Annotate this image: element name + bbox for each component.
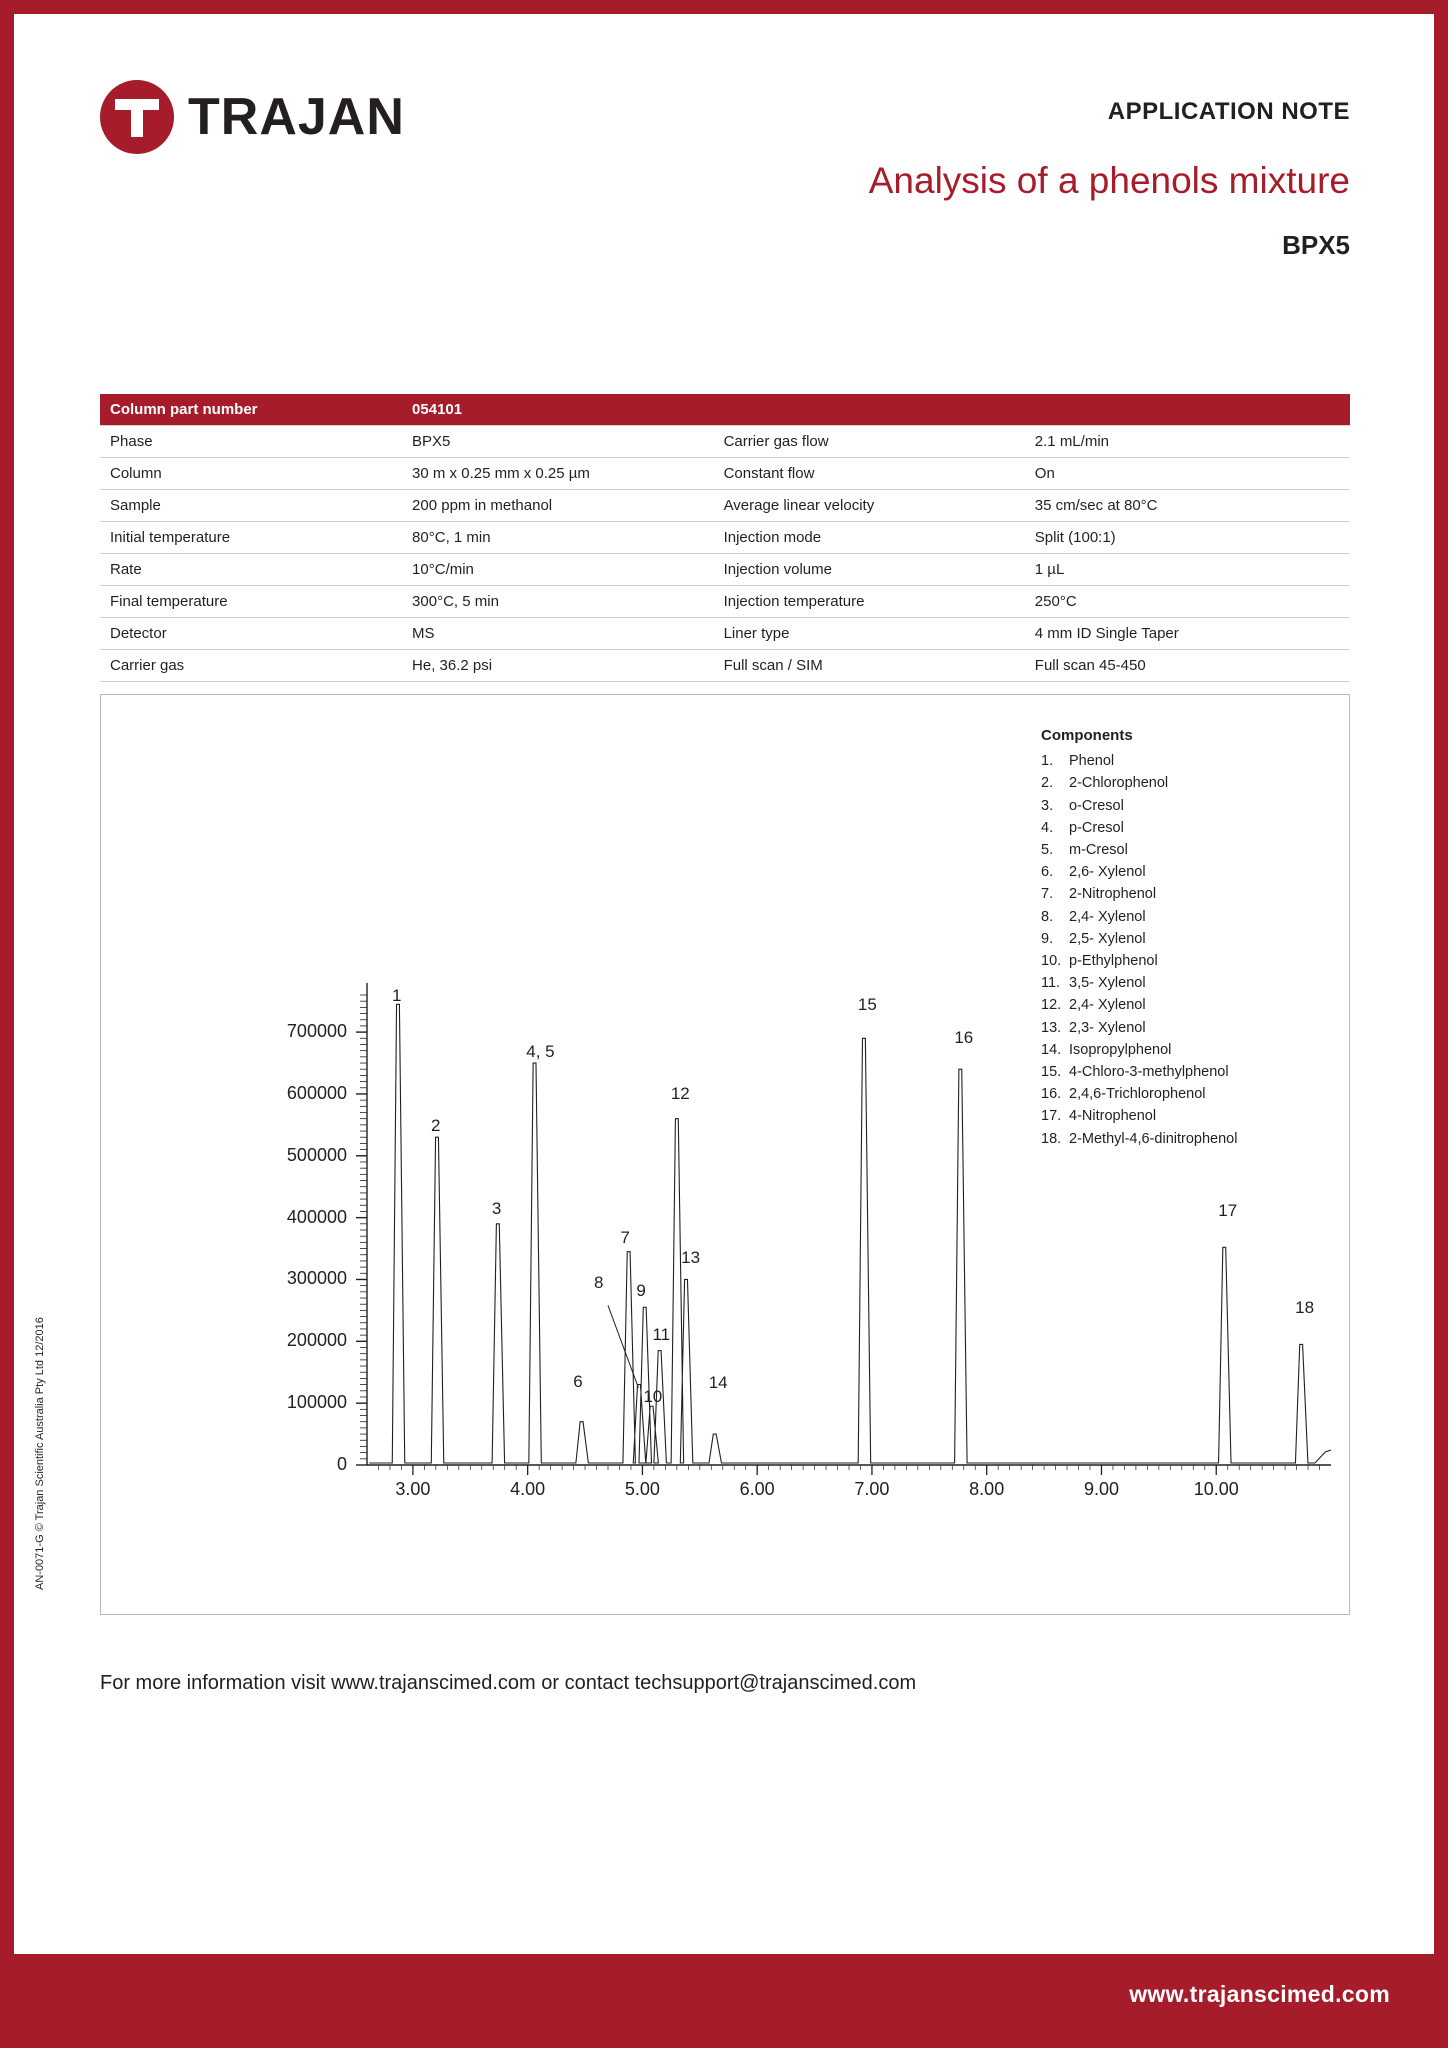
table-row: [100, 650, 1350, 682]
column-part-number-value: 054101: [402, 394, 714, 426]
document-header: [100, 70, 1350, 290]
page-border-right: [1434, 0, 1448, 2048]
param-key: Carrier gas: [100, 650, 402, 682]
table-row: [100, 426, 1350, 458]
y-axis-tick-label: 300000: [286, 1268, 347, 1289]
param-value: 35 cm/sec at 80°C: [1025, 490, 1350, 522]
param-key: Carrier gas flow: [714, 426, 1025, 458]
component-name: 3,5- Xylenol: [1069, 975, 1146, 992]
peak-label: 17: [1218, 1201, 1238, 1221]
peak-label: 3: [491, 1198, 502, 1218]
param-key: Column: [100, 458, 402, 490]
y-axis-tick-label: 600000: [286, 1082, 347, 1103]
peak-label: 1: [391, 986, 402, 1006]
y-axis-tick-label: 0: [336, 1454, 347, 1474]
param-key: Liner type: [714, 618, 1025, 650]
y-axis-tick-label: 700000: [286, 1021, 347, 1042]
peak-label: 11: [652, 1324, 671, 1344]
document-type: APPLICATION NOTE: [1107, 98, 1350, 125]
peak-label: 16: [954, 1027, 974, 1047]
document-code-note: AN-0071-G © Trajan Scientific Australia Pty Ltd 12/2016: [34, 1317, 46, 1590]
x-axis-tick-label: 10.00: [1193, 1479, 1239, 1499]
peak-label: 8: [593, 1272, 604, 1292]
component-number: 17.: [1041, 1108, 1062, 1125]
peak-label: 18: [1295, 1297, 1315, 1317]
component-number: 13.: [1041, 1019, 1062, 1036]
table-row: [100, 586, 1350, 618]
table-row: [100, 458, 1350, 490]
table-header-row: [100, 394, 1350, 426]
footer-bar: [14, 1954, 1434, 2034]
y-axis-tick-label: 100000: [286, 1392, 347, 1413]
component-number: 18.: [1041, 1130, 1062, 1147]
x-axis-tick-label: 7.00: [854, 1479, 890, 1499]
param-value: MS: [402, 618, 714, 650]
param-key: Injection mode: [714, 522, 1025, 554]
component-number: 14.: [1041, 1041, 1062, 1058]
table-row: [100, 522, 1350, 554]
y-axis-tick-label: 200000: [286, 1330, 347, 1351]
component-name: 4-Chloro-3-methylphenol: [1069, 1064, 1229, 1081]
peak-label: 13: [681, 1248, 701, 1268]
header-spacer-right: [1025, 394, 1350, 426]
component-name: 2-Chlorophenol: [1069, 775, 1169, 792]
param-value: 10°C/min: [402, 554, 714, 586]
component-number: 2.: [1041, 775, 1054, 792]
component-number: 5.: [1041, 842, 1054, 859]
page-subtitle: BPX5: [1282, 230, 1350, 260]
param-value: He, 36.2 psi: [402, 650, 714, 682]
component-number: 15.: [1041, 1064, 1062, 1081]
page-border-bottom: [0, 2034, 1448, 2048]
param-key: Final temperature: [100, 586, 402, 618]
component-name: p-Cresol: [1069, 819, 1124, 836]
component-number: 4.: [1041, 819, 1054, 836]
peak-label: 10: [643, 1386, 663, 1406]
param-value: Full scan 45-450: [1025, 650, 1350, 682]
x-axis-tick-label: 8.00: [969, 1479, 1005, 1499]
components-legend-title: Components: [1041, 727, 1133, 744]
component-name: m-Cresol: [1069, 842, 1128, 859]
param-value: 80°C, 1 min: [402, 522, 714, 554]
table-row: [100, 490, 1350, 522]
param-key: Injection volume: [714, 554, 1025, 586]
peak-label: 15: [857, 994, 877, 1014]
component-name: 2,4,6-Trichlorophenol: [1069, 1086, 1206, 1103]
peak-label: 7: [620, 1227, 630, 1247]
page-title: Analysis of a phenols mixture: [868, 160, 1350, 201]
param-key: Constant flow: [714, 458, 1025, 490]
component-number: 8.: [1041, 908, 1054, 925]
param-key: Full scan / SIM: [714, 650, 1025, 682]
component-name: 2-Methyl-4,6-dinitrophenol: [1069, 1130, 1238, 1147]
param-value: 200 ppm in methanol: [402, 490, 714, 522]
component-number: 3.: [1041, 797, 1054, 814]
param-value: 1 µL: [1025, 554, 1350, 586]
peak-label: 4, 5: [526, 1042, 555, 1062]
param-value: 300°C, 5 min: [402, 586, 714, 618]
trajan-logo: [100, 80, 405, 154]
param-value: On: [1025, 458, 1350, 490]
page-border-top: [0, 0, 1448, 14]
component-name: 2,5- Xylenol: [1069, 930, 1146, 947]
footer-website-url: www.trajanscimed.com: [1129, 1980, 1390, 2007]
trajan-logo-icon: [100, 80, 174, 154]
component-number: 7.: [1041, 886, 1054, 903]
component-name: p-Ethylphenol: [1069, 953, 1158, 970]
x-axis-tick-label: 4.00: [510, 1479, 546, 1499]
component-name: 2,4- Xylenol: [1069, 908, 1146, 925]
table-row: [100, 618, 1350, 650]
param-value: 250°C: [1025, 586, 1350, 618]
component-number: 12.: [1041, 997, 1062, 1014]
peak-label: 2: [431, 1116, 441, 1136]
component-number: 10.: [1041, 953, 1062, 970]
y-axis-tick-label: 500000: [286, 1144, 347, 1165]
contact-info-line: For more information visit www.trajanscimed.com or contact techsupport@trajanscimed.com: [100, 1672, 917, 1694]
component-number: 11.: [1041, 975, 1061, 992]
component-name: 4-Nitrophenol: [1069, 1108, 1157, 1125]
brand-name: TRAJAN: [188, 88, 405, 146]
component-name: 2,3- Xylenol: [1069, 1019, 1146, 1036]
peak-label: 14: [708, 1372, 728, 1392]
component-name: 2,6- Xylenol: [1069, 864, 1146, 881]
chromatogram-panel: [100, 694, 1350, 1615]
param-key: Rate: [100, 554, 402, 586]
param-key: Sample: [100, 490, 402, 522]
x-axis-tick-label: 6.00: [739, 1479, 775, 1499]
component-name: 2,4- Xylenol: [1069, 997, 1146, 1014]
page-border-left: [0, 0, 14, 2048]
param-value: Split (100:1): [1025, 522, 1350, 554]
component-number: 1.: [1041, 753, 1054, 770]
peak-label: 9: [636, 1281, 646, 1301]
component-name: 2-Nitrophenol: [1069, 886, 1157, 903]
x-axis-tick-label: 3.00: [395, 1479, 431, 1499]
peak-label: 6: [573, 1371, 583, 1391]
component-name: Isopropylphenol: [1069, 1041, 1172, 1058]
param-value: 30 m x 0.25 mm x 0.25 µm: [402, 458, 714, 490]
header-spacer-left: [714, 394, 1025, 426]
component-number: 9.: [1041, 930, 1054, 947]
param-value: 4 mm ID Single Taper: [1025, 618, 1350, 650]
x-axis-tick-label: 5.00: [624, 1479, 660, 1499]
chromatogram-plot: [101, 695, 1351, 1616]
peak-label: 12: [670, 1083, 690, 1103]
component-name: Phenol: [1069, 753, 1115, 770]
param-value: 2.1 mL/min: [1025, 426, 1350, 458]
param-key: Detector: [100, 618, 402, 650]
table-row: [100, 554, 1350, 586]
param-value: BPX5: [402, 426, 714, 458]
param-key: Average linear velocity: [714, 490, 1025, 522]
x-axis-tick-label: 9.00: [1083, 1479, 1119, 1499]
param-key: Injection temperature: [714, 586, 1025, 618]
component-name: o-Cresol: [1069, 797, 1124, 814]
y-axis-tick-label: 400000: [286, 1206, 347, 1227]
component-number: 16.: [1041, 1086, 1062, 1103]
component-number: 6.: [1041, 864, 1054, 881]
param-key: Phase: [100, 426, 402, 458]
method-parameters-table: [100, 394, 1350, 682]
column-part-number-label: Column part number: [100, 394, 402, 426]
param-key: Initial temperature: [100, 522, 402, 554]
